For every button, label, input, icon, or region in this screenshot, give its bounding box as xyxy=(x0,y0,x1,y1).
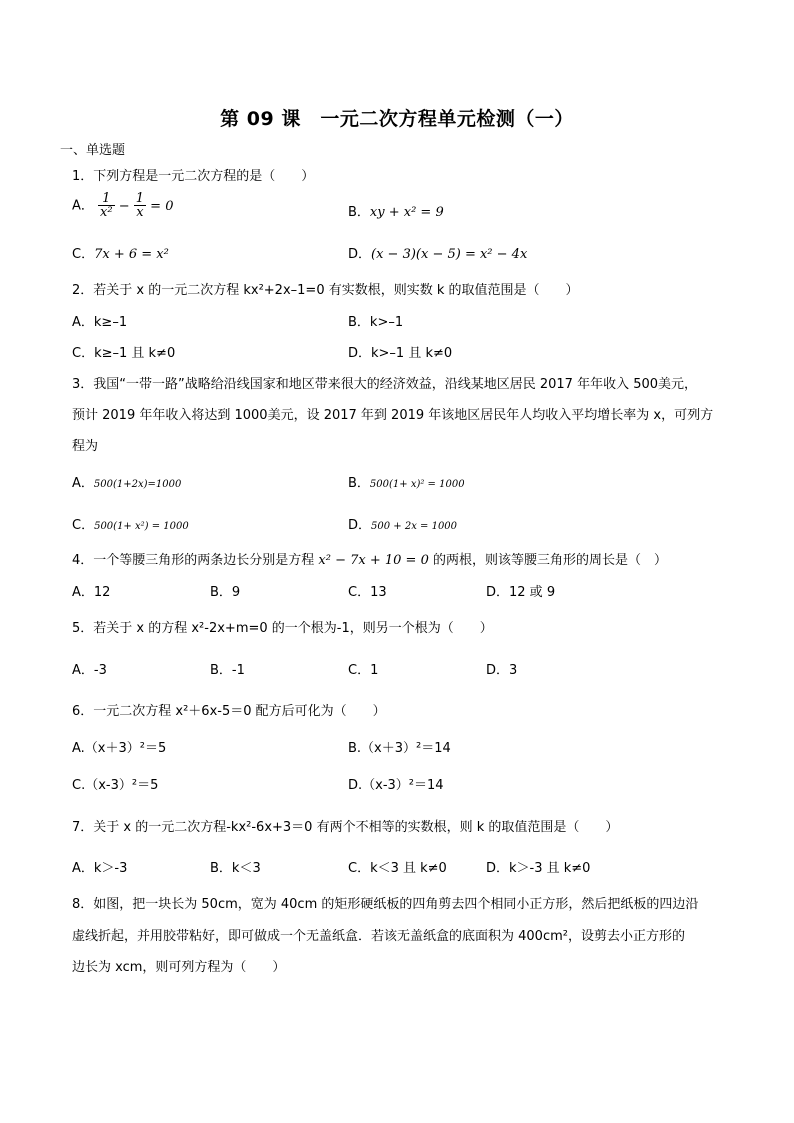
section-heading: 一、单选题 xyxy=(60,143,126,158)
question-1-option-a xyxy=(72,192,173,220)
question-4-option-a: A．12 xyxy=(72,585,111,600)
question-8-line-2: 虚线折起，并用胶带粘好，即可做成一个无盖纸盒．若该无盖纸盒的底面积为 400cm²，设剪去小正方形的 xyxy=(72,929,685,944)
question-4-option-d: D．12 或 9 xyxy=(486,585,556,600)
question-3-option-d: D．500 + 2x = 1000 xyxy=(348,518,458,533)
question-6-option-a: A.（x＋3）²＝5 xyxy=(72,741,167,756)
question-3-line-2: 预计 2019 年年收入将达到 1000美元，设 2017 年到 2019 年该地区居民年人均收入平均增长率为 x，可列方 xyxy=(72,408,714,423)
question-4-option-b: B．9 xyxy=(210,585,241,600)
fraction-2: $\frac{1}{x}$ xyxy=(135,191,145,220)
question-8-line-1: 8．如图，把一块长为 50cm，宽为 40cm 的矩形硬纸板的四角剪去四个相同小正方形，然后把纸板的四边沿 xyxy=(72,897,699,912)
question-1-option-c: C．7x + 6 = x² xyxy=(72,247,169,262)
question-3-option-b: B．500(1+ x)² = 1000 xyxy=(348,476,465,491)
page-title: 第 09 课 一元二次方程单元检测（一） xyxy=(220,108,574,130)
question-7-stem: 7．关于 x 的一元二次方程-kx²-6x+3＝0 有两个不相等的实数根，则 k 的取值范围是（ ） xyxy=(72,820,619,835)
question-6-option-d: D.（x-3）²＝14 xyxy=(348,778,444,793)
question-1-stem: 1．下列方程是一元二次方程的是（ ） xyxy=(72,169,315,184)
question-5-option-b: B．-1 xyxy=(210,663,245,678)
question-2-option-b: B．k>–1 xyxy=(348,315,404,330)
question-2-option-c: C．k≥–1 且 k≠0 xyxy=(72,346,176,361)
question-5-option-d: D．3 xyxy=(486,663,518,678)
question-4-stem: 4．一个等腰三角形的两条边长分别是方程 x² − 7x + 10 = 0 的两根，则该等腰三角形的周长是（ ） xyxy=(72,553,667,568)
question-4-option-c: C．13 xyxy=(348,585,387,600)
fraction-1: $\frac{1}{\text{x²}}$ xyxy=(100,191,113,220)
question-2-option-a: A．k≥–1 xyxy=(72,315,128,330)
question-6-stem: 6．一元二次方程 x²＋6x-5＝0 配方后可化为（ ） xyxy=(72,704,386,719)
question-2-option-d: D．k>–1 且 k≠0 xyxy=(348,346,453,361)
question-5-option-c: C．1 xyxy=(348,663,379,678)
question-7-option-a: A．k＞-3 xyxy=(72,861,128,876)
question-2-stem: 2．若关于 x 的一元二次方程 kx²+2x–1=0 有实数根，则实数 k 的取值范围是（ ） xyxy=(72,283,579,298)
question-5-option-a: A．-3 xyxy=(72,663,107,678)
question-1-option-d: D．(x − 3)(x − 5) = x² − 4x xyxy=(348,247,528,262)
question-8-line-3: 边长为 xcm，则可列方程为（ ） xyxy=(72,960,286,975)
option-a-math: $\frac{1}{\text{x²}}$ − $\frac{1}{x}$ = 0 xyxy=(100,191,174,220)
question-3-line-1: 3．我国“一带一路”战略给沿线国家和地区带来很大的经济效益，沿线某地区居民 2017 年年收入 500美元， xyxy=(72,377,698,392)
question-5-stem: 5．若关于 x 的方程 x²-2x+m=0 的一个根为-1，则另一个根为（ ） xyxy=(72,621,493,636)
question-3-option-a: A．500(1+2x)=1000 xyxy=(72,476,182,491)
question-3-line-3: 程为 xyxy=(72,439,99,454)
question-6-option-c: C.（x-3）²＝5 xyxy=(72,778,159,793)
question-1-option-b: B．xy + x² = 9 xyxy=(348,205,444,220)
question-6-option-b: B.（x＋3）²＝14 xyxy=(348,741,451,756)
option-label: A． xyxy=(72,198,94,214)
question-7-option-b: B．k＜3 xyxy=(210,861,261,876)
question-7-option-c: C．k＜3 且 k≠0 xyxy=(348,861,447,876)
question-3-option-c: C．500(1+ x²) = 1000 xyxy=(72,518,189,533)
question-7-option-d: D．k＞-3 且 k≠0 xyxy=(486,861,591,876)
